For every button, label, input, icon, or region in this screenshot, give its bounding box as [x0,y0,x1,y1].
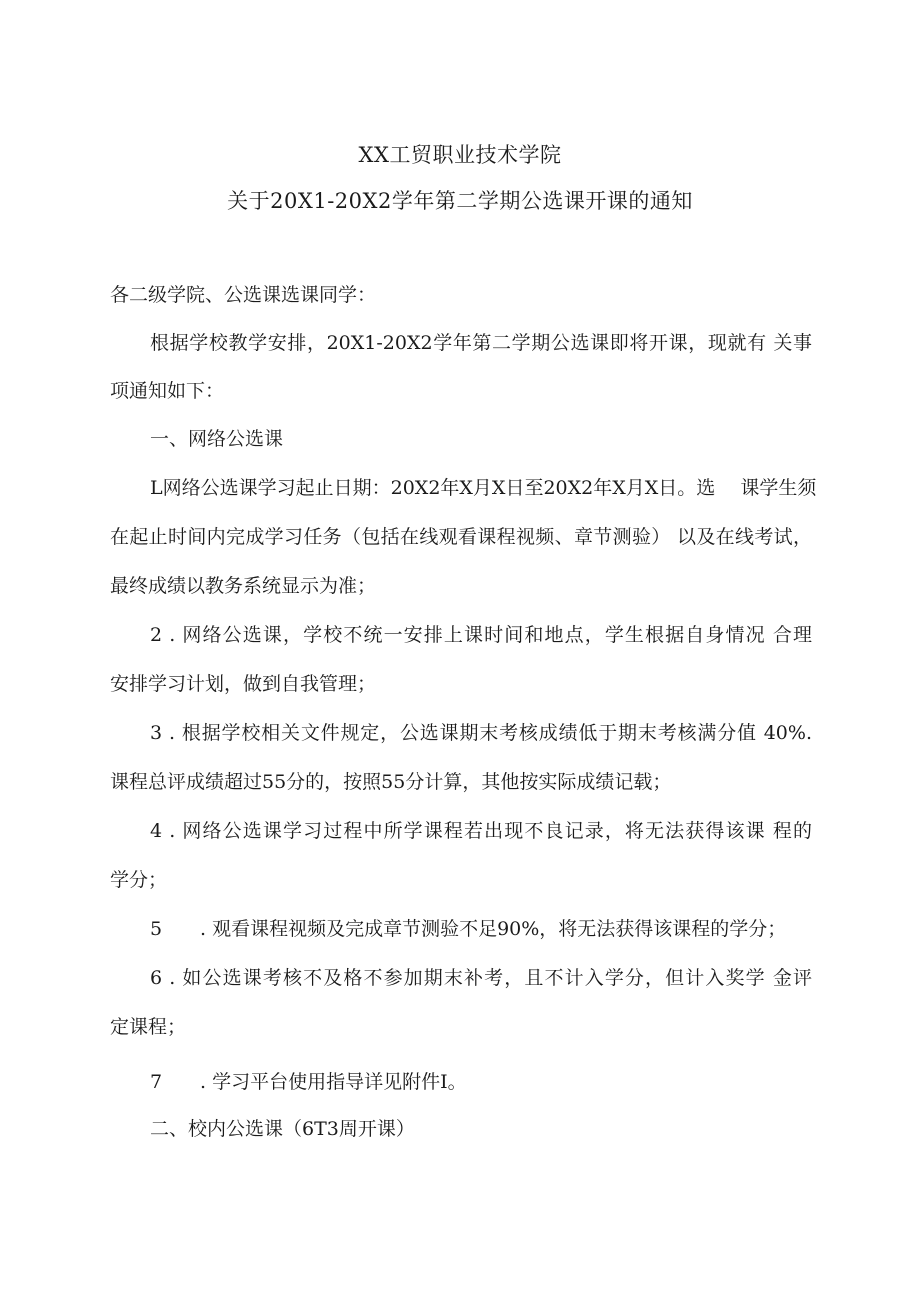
item-4-line-1: 4 . 网络公选课学习过程中所学课程若出现不良记录，将无法获得该课 程的 [150,820,812,842]
section-heading-online: 一、网络公选课 [150,428,284,450]
item-4-line-2: 学分； [110,869,168,891]
item-5-text: . 观看课程视频及完成章节测验不足90%，将无法获得该课程的学分； [200,918,787,940]
item-3-line-2: 课程总评成绩超过55分的，按照55分计算，其他按实际成绩记载； [110,771,672,793]
section-heading-campus: 二、校内公选课（6T3周开课） [150,1118,415,1140]
item-5-number: 5 [150,918,163,940]
intro-line-2: 项通知如下： [110,380,225,402]
item-1-line-3: 最终成绩以教务系统显示为准； [110,575,377,597]
item-7-number: 7 [150,1071,163,1093]
item-6-line-2: 定课程； [110,1016,187,1038]
item-2-line-1: 2 . 网络公选课，学校不统一安排上课时间和地点，学生根据自身情况 合理 [150,624,812,646]
school-name: XX工贸职业技术学院 [358,143,562,167]
item-1-line-1: L网络公选课学习起止日期：20X2年X月X日至20X2年X月X日。选 课学生须 [150,477,817,499]
salutation: 各二级学院、公选课选课同学： [110,284,377,306]
item-7-text: . 学习平台使用指导详见附件I。 [200,1071,467,1093]
intro-line-1: 根据学校教学安排，20X1-20X2学年第二学期公选课即将开课，现就有 关事 [150,332,812,354]
item-1-line-2: 在起止时间内完成学习任务（包括在线观看课程视频、章节测验） 以及在线考试， [110,526,812,548]
item-3-line-1: 3 . 根据学校相关文件规定，公选课期末考核成绩低于期末考核满分值 40%. [150,722,812,744]
notice-title: 关于20X1-20X2学年第二学期公选课开课的通知 [227,189,693,213]
item-6-line-1: 6 . 如公选课考核不及格不参加期末补考，且不计入学分，但计入奖学 金评 [150,967,812,989]
item-2-line-2: 安排学习计划，做到自我管理； [110,673,377,695]
